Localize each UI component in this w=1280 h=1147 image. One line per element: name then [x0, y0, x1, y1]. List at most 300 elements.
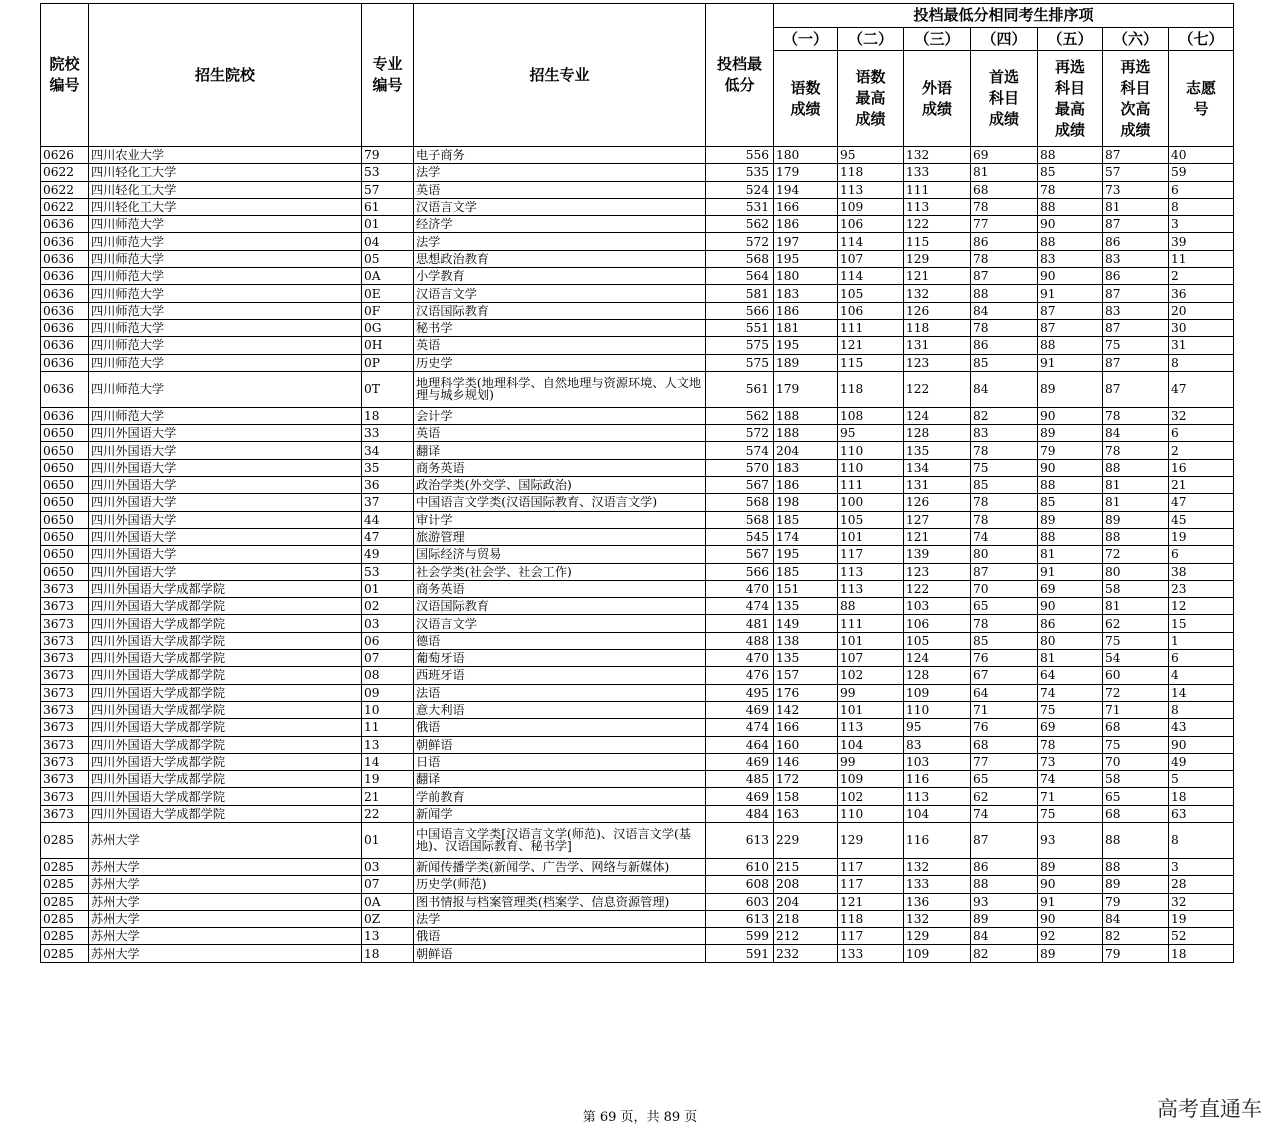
- cell-tie-5: 86: [1038, 615, 1103, 632]
- cell-major-code: 0G: [362, 319, 414, 336]
- cell-major-code: 04: [362, 233, 414, 250]
- table-row: [41, 285, 1234, 302]
- cell-tie-5: 91: [1038, 893, 1103, 910]
- cell-tie-2: 117: [838, 928, 904, 945]
- cell-tie-3: 129: [904, 250, 971, 267]
- cell-school-name: 四川师范大学: [89, 354, 362, 371]
- cell-major-name: 英语: [414, 181, 706, 198]
- cell-min-score: 551: [706, 319, 774, 336]
- cell-school-code: 0650: [41, 494, 89, 511]
- cell-tie-7: 6: [1169, 425, 1234, 442]
- cell-min-score: 556: [706, 147, 774, 164]
- cell-tie-3: 128: [904, 425, 971, 442]
- cell-tie-4: 85: [971, 477, 1038, 494]
- cell-tie-6: 70: [1103, 753, 1169, 770]
- cell-school-name: 四川外国语大学成都学院: [89, 753, 362, 770]
- cell-tie-1: 149: [774, 615, 838, 632]
- cell-major-code: 0E: [362, 285, 414, 302]
- cell-school-name: 四川外国语大学成都学院: [89, 667, 362, 684]
- cell-tie-3: 139: [904, 546, 971, 563]
- cell-tie-7: 8: [1169, 701, 1234, 718]
- cell-tie-4: 78: [971, 615, 1038, 632]
- cell-tie-3: 133: [904, 876, 971, 893]
- table-row: [41, 425, 1234, 442]
- cell-school-code: 0650: [41, 425, 89, 442]
- cell-tie-1: 188: [774, 407, 838, 424]
- cell-tie-2: 111: [838, 615, 904, 632]
- cell-school-code: 3673: [41, 632, 89, 649]
- cell-tie-1: 195: [774, 546, 838, 563]
- cell-tie-4: 76: [971, 650, 1038, 667]
- cell-tie-7: 2: [1169, 442, 1234, 459]
- cell-tie-7: 19: [1169, 528, 1234, 545]
- cell-tie-4: 89: [971, 910, 1038, 927]
- cell-tie-7: 43: [1169, 719, 1234, 736]
- cell-tie-5: 64: [1038, 667, 1103, 684]
- cell-school-name: 四川师范大学: [89, 233, 362, 250]
- cell-tie-7: 18: [1169, 788, 1234, 805]
- cell-tie-5: 81: [1038, 546, 1103, 563]
- cell-major-name: 意大利语: [414, 701, 706, 718]
- cell-tie-3: 136: [904, 893, 971, 910]
- cell-school-code: 0636: [41, 371, 89, 407]
- cell-tie-5: 83: [1038, 250, 1103, 267]
- cell-min-score: 535: [706, 164, 774, 181]
- cell-tie-2: 110: [838, 442, 904, 459]
- cell-min-score: 470: [706, 580, 774, 597]
- cell-min-score: 474: [706, 598, 774, 615]
- cell-tie-4: 75: [971, 459, 1038, 476]
- cell-tie-4: 65: [971, 771, 1038, 788]
- cell-school-code: 0636: [41, 354, 89, 371]
- table-row: [41, 250, 1234, 267]
- cell-tie-4: 83: [971, 425, 1038, 442]
- cell-tie-4: 82: [971, 407, 1038, 424]
- cell-min-score: 566: [706, 563, 774, 580]
- cell-tie-4: 74: [971, 805, 1038, 822]
- table-row: [41, 598, 1234, 615]
- cell-min-score: 481: [706, 615, 774, 632]
- cell-major-code: 47: [362, 528, 414, 545]
- cell-tie-6: 87: [1103, 147, 1169, 164]
- table-row: [41, 371, 1234, 407]
- cell-school-code: 0285: [41, 893, 89, 910]
- cell-tie-3: 109: [904, 684, 971, 701]
- cell-school-name: 四川师范大学: [89, 319, 362, 336]
- cell-tie-3: 113: [904, 788, 971, 805]
- cell-major-name: 翻译: [414, 771, 706, 788]
- table-row: [41, 788, 1234, 805]
- cell-tie-6: 54: [1103, 650, 1169, 667]
- table-row: [41, 805, 1234, 822]
- table-row: [41, 233, 1234, 250]
- cell-major-code: 19: [362, 771, 414, 788]
- tie-col-label: 外语成绩: [904, 51, 971, 147]
- cell-school-code: 0650: [41, 546, 89, 563]
- cell-school-code: 0622: [41, 181, 89, 198]
- cell-tie-4: 65: [971, 598, 1038, 615]
- cell-tie-6: 84: [1103, 910, 1169, 927]
- cell-tie-3: 134: [904, 459, 971, 476]
- cell-min-score: 572: [706, 425, 774, 442]
- cell-min-score: 564: [706, 268, 774, 285]
- cell-major-name: 政治学类(外交学、国际政治): [414, 477, 706, 494]
- cell-tie-6: 88: [1103, 459, 1169, 476]
- cell-tie-2: 121: [838, 337, 904, 354]
- cell-tie-7: 1: [1169, 632, 1234, 649]
- cell-tie-6: 87: [1103, 354, 1169, 371]
- cell-major-name: 法语: [414, 684, 706, 701]
- cell-tie-4: 85: [971, 354, 1038, 371]
- cell-major-code: 01: [362, 580, 414, 597]
- cell-tie-1: 186: [774, 302, 838, 319]
- cell-tie-3: 127: [904, 511, 971, 528]
- cell-tie-1: 158: [774, 788, 838, 805]
- cell-tie-5: 90: [1038, 910, 1103, 927]
- cell-tie-5: 85: [1038, 164, 1103, 181]
- cell-tie-3: 126: [904, 494, 971, 511]
- cell-tie-3: 132: [904, 147, 971, 164]
- cell-major-name: 审计学: [414, 511, 706, 528]
- cell-tie-5: 80: [1038, 632, 1103, 649]
- cell-tie-1: 146: [774, 753, 838, 770]
- cell-major-name: 商务英语: [414, 580, 706, 597]
- cell-major-code: 05: [362, 250, 414, 267]
- cell-tie-7: 90: [1169, 736, 1234, 753]
- cell-major-name: 英语: [414, 337, 706, 354]
- table-row: [41, 528, 1234, 545]
- cell-tie-6: 88: [1103, 858, 1169, 875]
- cell-tie-3: 121: [904, 528, 971, 545]
- cell-tie-7: 30: [1169, 319, 1234, 336]
- cell-tie-6: 75: [1103, 337, 1169, 354]
- cell-tie-3: 124: [904, 407, 971, 424]
- cell-tie-2: 117: [838, 858, 904, 875]
- cell-major-name: 汉语言文学: [414, 285, 706, 302]
- cell-tie-3: 131: [904, 477, 971, 494]
- cell-school-name: 苏州大学: [89, 858, 362, 875]
- cell-major-name: 汉语言文学: [414, 615, 706, 632]
- cell-tie-5: 90: [1038, 876, 1103, 893]
- cell-school-name: 苏州大学: [89, 822, 362, 858]
- cell-tie-1: 198: [774, 494, 838, 511]
- cell-major-code: 53: [362, 164, 414, 181]
- cell-school-code: 0285: [41, 822, 89, 858]
- cell-school-name: 四川外国语大学成都学院: [89, 615, 362, 632]
- cell-major-code: 18: [362, 407, 414, 424]
- table-row: [41, 511, 1234, 528]
- cell-min-score: 574: [706, 442, 774, 459]
- table-row: [41, 563, 1234, 580]
- cell-tie-2: 101: [838, 701, 904, 718]
- cell-tie-6: 72: [1103, 684, 1169, 701]
- cell-tie-6: 87: [1103, 216, 1169, 233]
- cell-major-name: 电子商务: [414, 147, 706, 164]
- cell-school-code: 3673: [41, 650, 89, 667]
- cell-major-name: 法学: [414, 910, 706, 927]
- cell-school-name: 四川外国语大学成都学院: [89, 684, 362, 701]
- cell-tie-6: 83: [1103, 250, 1169, 267]
- cell-tie-3: 103: [904, 598, 971, 615]
- cell-tie-2: 113: [838, 181, 904, 198]
- cell-tie-2: 99: [838, 684, 904, 701]
- cell-min-score: 567: [706, 477, 774, 494]
- table-row: [41, 407, 1234, 424]
- cell-school-name: 四川外国语大学: [89, 477, 362, 494]
- cell-tie-5: 81: [1038, 650, 1103, 667]
- cell-tie-4: 88: [971, 876, 1038, 893]
- cell-tie-3: 104: [904, 805, 971, 822]
- cell-tie-7: 12: [1169, 598, 1234, 615]
- cell-major-name: 小学教育: [414, 268, 706, 285]
- table-row: [41, 858, 1234, 875]
- cell-tie-7: 8: [1169, 822, 1234, 858]
- cell-tie-3: 110: [904, 701, 971, 718]
- cell-major-code: 02: [362, 598, 414, 615]
- cell-school-code: 3673: [41, 667, 89, 684]
- table-row: [41, 181, 1234, 198]
- cell-tie-3: 83: [904, 736, 971, 753]
- cell-school-name: 四川外国语大学: [89, 546, 362, 563]
- tie-col-number: （四）: [971, 28, 1038, 51]
- cell-tie-3: 116: [904, 771, 971, 788]
- cell-min-score: 545: [706, 528, 774, 545]
- cell-major-code: 0A: [362, 893, 414, 910]
- cell-tie-1: 181: [774, 319, 838, 336]
- cell-tie-2: 121: [838, 893, 904, 910]
- cell-tie-6: 81: [1103, 494, 1169, 511]
- cell-tie-6: 81: [1103, 198, 1169, 215]
- cell-major-code: 36: [362, 477, 414, 494]
- cell-tie-1: 183: [774, 285, 838, 302]
- cell-tie-7: 40: [1169, 147, 1234, 164]
- cell-tie-6: 87: [1103, 285, 1169, 302]
- cell-school-name: 四川外国语大学成都学院: [89, 650, 362, 667]
- cell-tie-2: 99: [838, 753, 904, 770]
- cell-tie-7: 59: [1169, 164, 1234, 181]
- cell-min-score: 470: [706, 650, 774, 667]
- cell-tie-7: 38: [1169, 563, 1234, 580]
- tie-col-number: （三）: [904, 28, 971, 51]
- cell-tie-6: 79: [1103, 893, 1169, 910]
- cell-tie-2: 108: [838, 407, 904, 424]
- cell-major-code: 13: [362, 928, 414, 945]
- table-row: [41, 580, 1234, 597]
- cell-school-name: 四川外国语大学: [89, 459, 362, 476]
- cell-school-code: 3673: [41, 580, 89, 597]
- cell-major-code: 33: [362, 425, 414, 442]
- cell-tie-5: 79: [1038, 442, 1103, 459]
- cell-tie-3: 131: [904, 337, 971, 354]
- table-row: [41, 477, 1234, 494]
- cell-tie-4: 93: [971, 893, 1038, 910]
- cell-school-name: 四川外国语大学成都学院: [89, 580, 362, 597]
- cell-major-code: 18: [362, 945, 414, 962]
- cell-school-code: 3673: [41, 753, 89, 770]
- cell-tie-5: 90: [1038, 268, 1103, 285]
- cell-tie-2: 88: [838, 598, 904, 615]
- cell-tie-5: 78: [1038, 736, 1103, 753]
- cell-tie-1: 179: [774, 164, 838, 181]
- cell-tie-2: 102: [838, 788, 904, 805]
- cell-min-score: 495: [706, 684, 774, 701]
- cell-tie-6: 73: [1103, 181, 1169, 198]
- cell-min-score: 575: [706, 354, 774, 371]
- cell-tie-3: 106: [904, 615, 971, 632]
- cell-tie-3: 132: [904, 910, 971, 927]
- table-row: [41, 701, 1234, 718]
- cell-tie-5: 88: [1038, 477, 1103, 494]
- cell-major-code: 53: [362, 563, 414, 580]
- cell-tie-6: 88: [1103, 528, 1169, 545]
- col-header-school-code: 院校编号: [41, 4, 89, 147]
- cell-tie-5: 89: [1038, 425, 1103, 442]
- cell-tie-3: 121: [904, 268, 971, 285]
- cell-tie-6: 81: [1103, 477, 1169, 494]
- cell-tie-5: 73: [1038, 753, 1103, 770]
- cell-tie-2: 109: [838, 771, 904, 788]
- cell-major-name: 葡萄牙语: [414, 650, 706, 667]
- tie-col-label: 再选科目次高成绩: [1103, 51, 1169, 147]
- cell-tie-1: 174: [774, 528, 838, 545]
- cell-tie-6: 62: [1103, 615, 1169, 632]
- cell-tie-1: 232: [774, 945, 838, 962]
- cell-tie-5: 91: [1038, 563, 1103, 580]
- col-header-min-score: 投档最低分: [706, 4, 774, 147]
- cell-tie-4: 78: [971, 442, 1038, 459]
- cell-major-name: 汉语国际教育: [414, 302, 706, 319]
- cell-major-code: 14: [362, 753, 414, 770]
- cell-tie-1: 195: [774, 337, 838, 354]
- cell-tie-4: 68: [971, 181, 1038, 198]
- cell-major-name: 学前教育: [414, 788, 706, 805]
- cell-tie-2: 111: [838, 319, 904, 336]
- cell-tie-1: 204: [774, 893, 838, 910]
- cell-tie-4: 78: [971, 511, 1038, 528]
- cell-min-score: 485: [706, 771, 774, 788]
- cell-major-name: 朝鲜语: [414, 945, 706, 962]
- cell-tie-2: 102: [838, 667, 904, 684]
- tie-col-label: 志愿号: [1169, 51, 1234, 147]
- cell-school-code: 0650: [41, 563, 89, 580]
- cell-tie-3: 109: [904, 945, 971, 962]
- cell-tie-2: 106: [838, 216, 904, 233]
- cell-major-name: 中国语言文学类(汉语国际教育、汉语言文学): [414, 494, 706, 511]
- cell-tie-2: 117: [838, 546, 904, 563]
- cell-major-name: 新闻学: [414, 805, 706, 822]
- cell-major-code: 0Z: [362, 910, 414, 927]
- col-header-major-name: 招生专业: [414, 4, 706, 147]
- cell-school-name: 四川外国语大学成都学院: [89, 598, 362, 615]
- cell-tie-5: 69: [1038, 719, 1103, 736]
- cell-tie-3: 133: [904, 164, 971, 181]
- cell-major-code: 61: [362, 198, 414, 215]
- cell-tie-1: 163: [774, 805, 838, 822]
- cell-major-code: 03: [362, 858, 414, 875]
- cell-tie-5: 87: [1038, 302, 1103, 319]
- cell-tie-3: 123: [904, 563, 971, 580]
- cell-tie-5: 88: [1038, 233, 1103, 250]
- cell-tie-4: 84: [971, 371, 1038, 407]
- cell-tie-3: 111: [904, 181, 971, 198]
- cell-tie-3: 132: [904, 285, 971, 302]
- cell-major-name: 旅游管理: [414, 528, 706, 545]
- cell-major-name: 俄语: [414, 719, 706, 736]
- cell-tie-1: 189: [774, 354, 838, 371]
- cell-major-name: 俄语: [414, 928, 706, 945]
- cell-tie-3: 122: [904, 580, 971, 597]
- cell-school-code: 0636: [41, 319, 89, 336]
- cell-tie-4: 84: [971, 928, 1038, 945]
- cell-school-name: 四川外国语大学: [89, 563, 362, 580]
- cell-min-score: 575: [706, 337, 774, 354]
- tie-col-number: （二）: [838, 28, 904, 51]
- cell-tie-3: 124: [904, 650, 971, 667]
- table-row: [41, 719, 1234, 736]
- cell-tie-4: 86: [971, 337, 1038, 354]
- cell-tie-6: 86: [1103, 268, 1169, 285]
- cell-tie-5: 92: [1038, 928, 1103, 945]
- cell-tie-3: 118: [904, 319, 971, 336]
- cell-min-score: 488: [706, 632, 774, 649]
- cell-tie-5: 91: [1038, 354, 1103, 371]
- cell-min-score: 613: [706, 910, 774, 927]
- cell-tie-1: 188: [774, 425, 838, 442]
- cell-major-code: 11: [362, 719, 414, 736]
- cell-tie-5: 90: [1038, 459, 1103, 476]
- cell-school-code: 3673: [41, 805, 89, 822]
- cell-tie-1: 195: [774, 250, 838, 267]
- cell-tie-2: 114: [838, 233, 904, 250]
- cell-tie-6: 68: [1103, 805, 1169, 822]
- cell-tie-3: 95: [904, 719, 971, 736]
- cell-tie-7: 39: [1169, 233, 1234, 250]
- cell-school-code: 3673: [41, 736, 89, 753]
- cell-tie-3: 122: [904, 371, 971, 407]
- table-row: [41, 319, 1234, 336]
- cell-tie-1: 185: [774, 511, 838, 528]
- cell-tie-7: 31: [1169, 337, 1234, 354]
- cell-tie-4: 87: [971, 563, 1038, 580]
- cell-tie-3: 122: [904, 216, 971, 233]
- tie-col-label: 再选科目最高成绩: [1038, 51, 1103, 147]
- cell-school-code: 0622: [41, 164, 89, 181]
- cell-school-name: 苏州大学: [89, 945, 362, 962]
- cell-school-name: 四川轻化工大学: [89, 181, 362, 198]
- cell-tie-1: 218: [774, 910, 838, 927]
- cell-tie-5: 89: [1038, 511, 1103, 528]
- cell-min-score: 484: [706, 805, 774, 822]
- cell-school-code: 0636: [41, 216, 89, 233]
- cell-tie-2: 100: [838, 494, 904, 511]
- col-header-school-name: 招生院校: [89, 4, 362, 147]
- table-row: [41, 736, 1234, 753]
- cell-tie-2: 110: [838, 459, 904, 476]
- cell-tie-1: 208: [774, 876, 838, 893]
- cell-major-name: 新闻传播学类(新闻学、广告学、网络与新媒体): [414, 858, 706, 875]
- cell-tie-5: 89: [1038, 371, 1103, 407]
- cell-major-name: 图书情报与档案管理类(档案学、信息资源管理): [414, 893, 706, 910]
- cell-school-name: 四川外国语大学成都学院: [89, 719, 362, 736]
- cell-tie-6: 78: [1103, 442, 1169, 459]
- cell-tie-5: 88: [1038, 337, 1103, 354]
- cell-school-name: 四川师范大学: [89, 285, 362, 302]
- table-row: [41, 494, 1234, 511]
- cell-major-name: 社会学类(社会学、社会工作): [414, 563, 706, 580]
- cell-school-name: 四川轻化工大学: [89, 198, 362, 215]
- tie-col-label: 语数最高成绩: [838, 51, 904, 147]
- cell-tie-3: 105: [904, 632, 971, 649]
